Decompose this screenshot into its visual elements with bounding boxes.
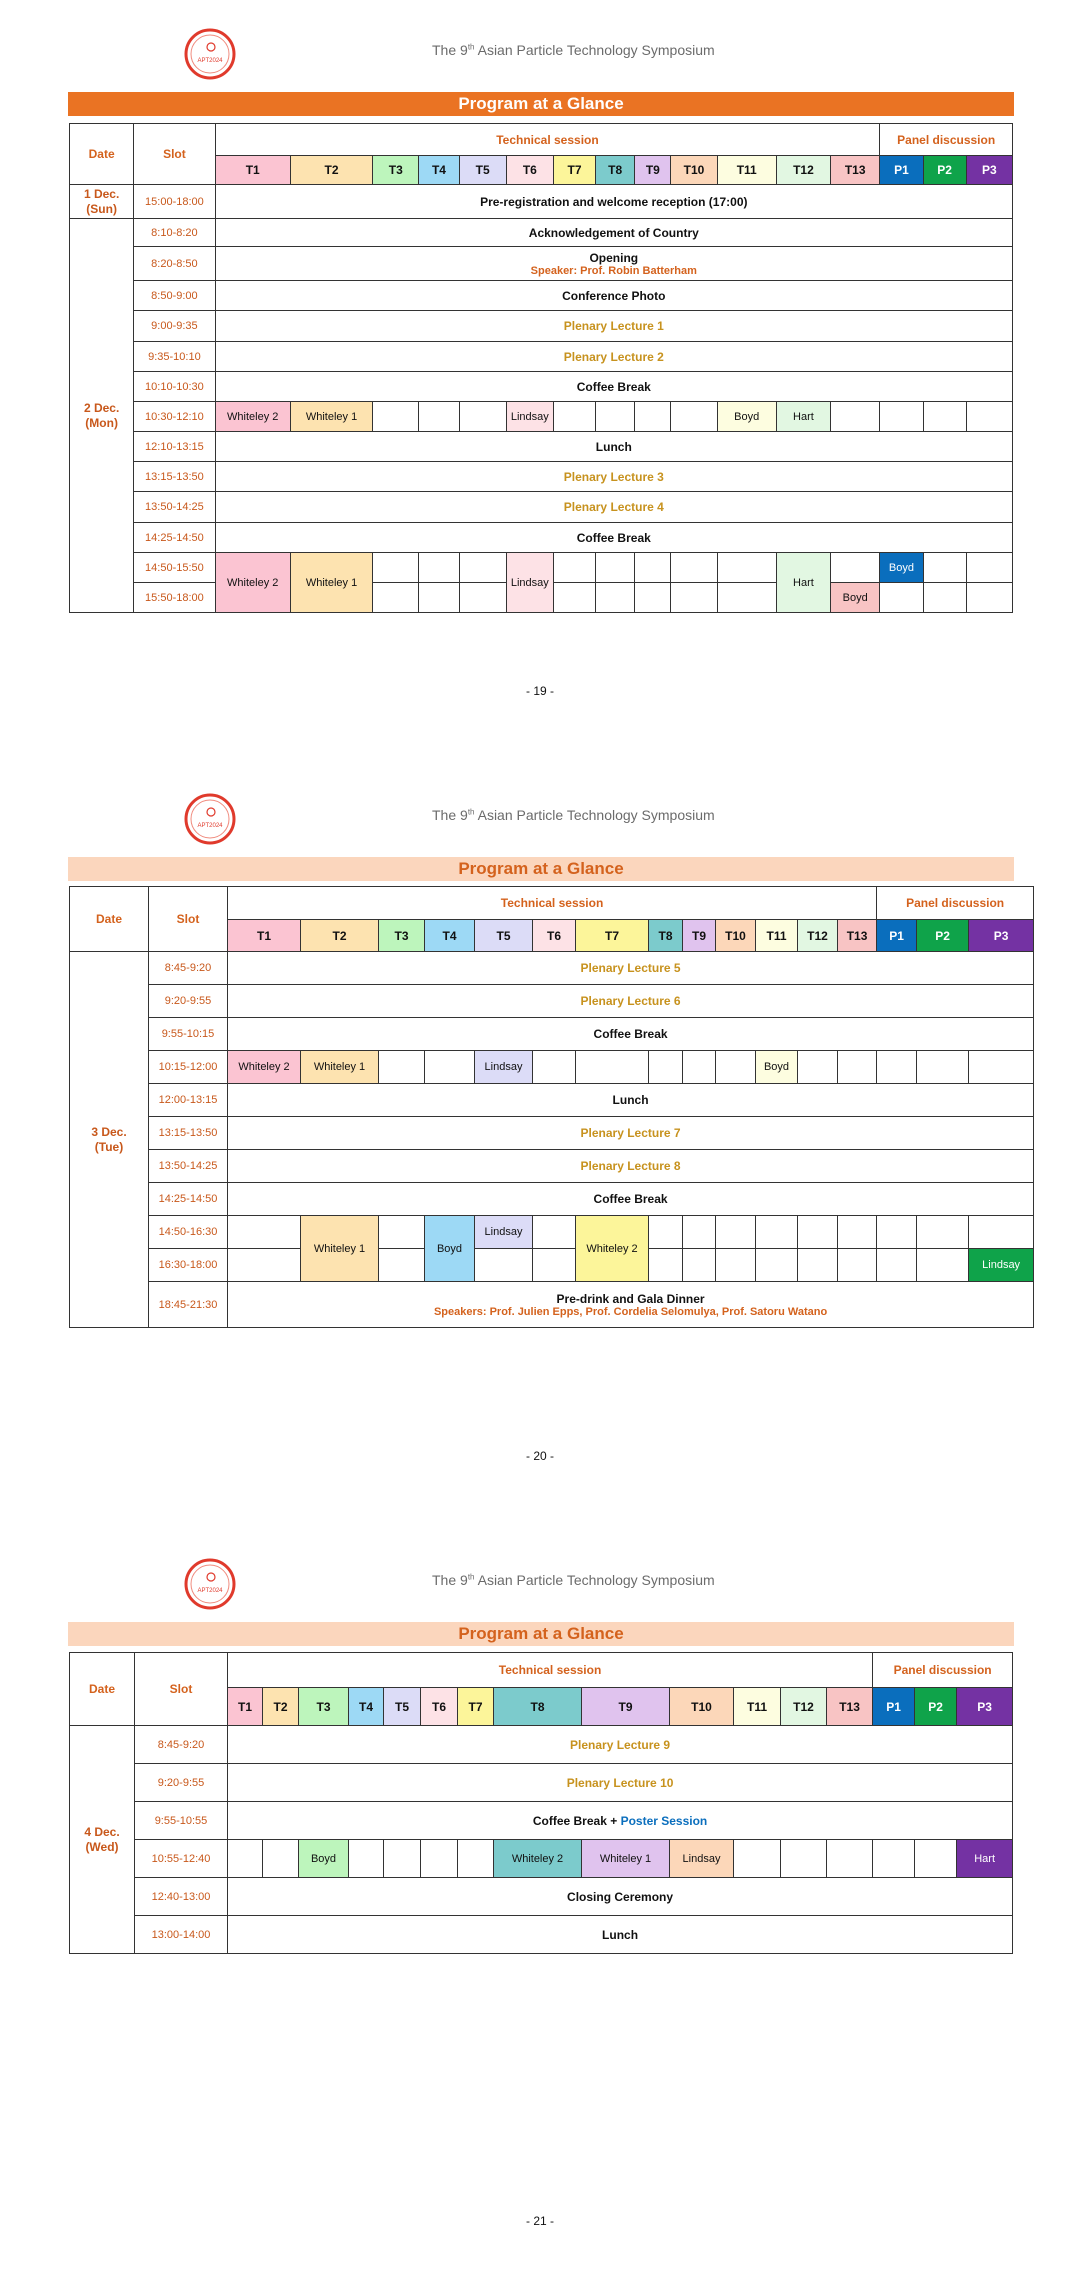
slot-cell: 14:25-14:50 — [134, 523, 215, 553]
empty-cell — [756, 1216, 798, 1249]
slot-cell: 9:55-10:15 — [149, 1018, 228, 1051]
track-p3: P3 — [957, 1688, 1013, 1726]
date-header: Date — [70, 887, 149, 952]
track-t9: T9 — [635, 156, 671, 185]
poster-session-link: Poster Session — [620, 1813, 708, 1828]
track-t2: T2 — [263, 1688, 299, 1726]
session-cell: Lindsay — [670, 1840, 734, 1878]
date-header: Date — [70, 1653, 135, 1726]
slot-cell: 12:00-13:15 — [149, 1084, 228, 1117]
slot-cell: 18:45-21:30 — [149, 1282, 228, 1328]
empty-cell — [838, 1216, 877, 1249]
track-t8: T8 — [494, 1688, 582, 1726]
slot-header: Slot — [135, 1653, 228, 1726]
session-cell: Lindsay — [475, 1216, 533, 1249]
track-p1: P1 — [873, 1688, 915, 1726]
event-cell: Acknowledgement of Country — [215, 219, 1012, 247]
empty-cell — [923, 402, 966, 432]
empty-cell — [379, 1249, 425, 1282]
empty-cell — [596, 583, 635, 613]
slot-cell: 13:50-14:25 — [149, 1150, 228, 1183]
technical-session-header: Technical session — [228, 1653, 873, 1688]
empty-cell — [419, 583, 459, 613]
slot-cell: 15:00-18:00 — [134, 185, 215, 219]
page-number: - 19 - — [525, 684, 554, 698]
page-header — [0, 785, 1080, 855]
plenary-cell: Plenary Lecture 9 — [228, 1726, 1013, 1764]
empty-cell — [419, 553, 459, 583]
empty-cell — [459, 402, 506, 432]
slot-cell: 8:10-8:20 — [134, 219, 215, 247]
empty-cell — [459, 583, 506, 613]
session-cell: Whiteley 2 — [215, 402, 290, 432]
empty-cell — [877, 1216, 917, 1249]
empty-cell — [553, 583, 595, 613]
empty-cell — [880, 583, 923, 613]
program-banner: Program at a Glance — [68, 92, 1014, 116]
slot-cell: 15:50-18:00 — [134, 583, 215, 613]
session-cell: Whiteley 2 — [228, 1051, 301, 1084]
empty-cell — [966, 553, 1012, 583]
empty-cell — [475, 1249, 533, 1282]
empty-cell — [838, 1051, 877, 1084]
track-t11: T11 — [717, 156, 776, 185]
slot-cell: 12:40-13:00 — [135, 1878, 228, 1916]
empty-cell — [917, 1216, 969, 1249]
event-title: Opening — [589, 250, 639, 265]
empty-cell — [798, 1051, 838, 1084]
empty-cell — [421, 1840, 458, 1878]
panel-discussion-header: Panel discussion — [873, 1653, 1013, 1688]
slot-cell: 8:45-9:20 — [135, 1726, 228, 1764]
slot-cell: 9:35-10:10 — [134, 342, 215, 372]
empty-cell — [923, 583, 966, 613]
track-t1: T1 — [228, 1688, 263, 1726]
program-table — [69, 1652, 1013, 1954]
page-number: - 21 - — [525, 2214, 554, 2228]
plenary-cell: Plenary Lecture 5 — [228, 952, 1034, 985]
empty-cell — [459, 553, 506, 583]
plenary-cell: Plenary Lecture 7 — [228, 1117, 1034, 1150]
empty-cell — [798, 1249, 838, 1282]
track-t3: T3 — [299, 1688, 349, 1726]
event-cell: Coffee Break — [215, 523, 1012, 553]
program-table — [69, 123, 1013, 613]
event-cell: Lunch — [228, 1084, 1034, 1117]
track-t4: T4 — [349, 1688, 384, 1726]
session-cell: Whiteley 1 — [290, 553, 372, 613]
plenary-cell: Plenary Lecture 3 — [215, 462, 1012, 492]
empty-cell — [349, 1840, 384, 1878]
empty-cell — [683, 1249, 716, 1282]
slot-cell: 14:50-15:50 — [134, 553, 215, 583]
technical-session-header: Technical session — [215, 124, 880, 156]
plenary-cell: Plenary Lecture 1 — [215, 311, 1012, 342]
empty-cell — [379, 1051, 425, 1084]
track-t5: T5 — [384, 1688, 421, 1726]
date-cell: 2 Dec. (Mon) — [70, 219, 134, 613]
empty-cell — [877, 1051, 917, 1084]
slot-cell: 14:50-16:30 — [149, 1216, 228, 1249]
page-header — [0, 1550, 1080, 1620]
symposium-logo — [182, 25, 238, 83]
slot-cell: 10:10-10:30 — [134, 372, 215, 402]
empty-cell — [263, 1840, 299, 1878]
slot-cell: 8:45-9:20 — [149, 952, 228, 985]
empty-cell — [635, 402, 671, 432]
symposium-logo — [182, 1555, 238, 1613]
empty-cell — [228, 1840, 263, 1878]
empty-cell — [915, 1840, 957, 1878]
empty-cell — [596, 402, 635, 432]
symposium-logo — [182, 790, 238, 848]
empty-cell — [717, 553, 776, 583]
track-t7: T7 — [458, 1688, 494, 1726]
session-cell: Boyd — [299, 1840, 349, 1878]
empty-cell — [877, 1249, 917, 1282]
event-cell: Pre-registration and welcome reception (17:00) — [215, 185, 1012, 219]
session-cell: Lindsay — [969, 1249, 1034, 1282]
slot-header: Slot — [149, 887, 228, 952]
track-t1: T1 — [215, 156, 290, 185]
empty-cell — [917, 1249, 969, 1282]
track-t6: T6 — [533, 920, 576, 952]
empty-cell — [880, 402, 923, 432]
event-cell: Closing Ceremony — [228, 1878, 1013, 1916]
svg-text:APT2024: APT2024 — [197, 1588, 223, 1594]
track-p1: P1 — [880, 156, 923, 185]
empty-cell — [379, 1216, 425, 1249]
event-cell: Coffee Break + Poster Session — [228, 1802, 1013, 1840]
empty-cell — [635, 553, 671, 583]
session-cell: Whiteley 1 — [582, 1840, 670, 1878]
plenary-cell: Plenary Lecture 10 — [228, 1764, 1013, 1802]
track-t2: T2 — [301, 920, 379, 952]
slot-cell: 10:30-12:10 — [134, 402, 215, 432]
track-t10: T10 — [671, 156, 717, 185]
program-table — [69, 886, 1034, 1328]
session-cell: Boyd — [425, 1216, 475, 1282]
symposium-title: The 9th Asian Particle Technology Symposium — [432, 807, 715, 823]
event-title: Pre-drink and Gala Dinner — [556, 1291, 705, 1306]
event-cell: Lunch — [215, 432, 1012, 462]
track-t11: T11 — [734, 1688, 781, 1726]
track-t6: T6 — [421, 1688, 458, 1726]
empty-cell — [533, 1051, 576, 1084]
panel-discussion-header: Panel discussion — [877, 887, 1034, 920]
empty-cell — [635, 583, 671, 613]
svg-text:APT2024: APT2024 — [197, 823, 223, 829]
track-t12: T12 — [776, 156, 830, 185]
slot-cell: 13:15-13:50 — [134, 462, 215, 492]
event-cell: Coffee Break — [228, 1183, 1034, 1216]
session-cell: Whiteley 2 — [494, 1840, 582, 1878]
event-cell: Conference Photo — [215, 281, 1012, 311]
page-header — [0, 20, 1080, 90]
empty-cell — [966, 583, 1012, 613]
event-cell: Lunch — [228, 1916, 1013, 1954]
track-p3: P3 — [966, 156, 1012, 185]
track-p3: P3 — [969, 920, 1034, 952]
symposium-title: The 9th Asian Particle Technology Symposium — [432, 42, 715, 58]
track-t11: T11 — [756, 920, 798, 952]
slot-cell: 9:20-9:55 — [149, 985, 228, 1018]
track-t12: T12 — [781, 1688, 827, 1726]
track-t1: T1 — [228, 920, 301, 952]
empty-cell — [923, 553, 966, 583]
empty-cell — [576, 1051, 649, 1084]
track-t5: T5 — [459, 156, 506, 185]
symposium-title: The 9th Asian Particle Technology Symposium — [432, 1572, 715, 1588]
empty-cell — [419, 402, 459, 432]
track-p1: P1 — [877, 920, 917, 952]
track-t13: T13 — [831, 156, 880, 185]
empty-cell — [917, 1051, 969, 1084]
session-cell: Hart — [957, 1840, 1013, 1878]
track-t7: T7 — [576, 920, 649, 952]
empty-cell — [716, 1051, 756, 1084]
date-cell: 1 Dec. (Sun) — [70, 185, 134, 219]
track-t10: T10 — [670, 1688, 734, 1726]
program-banner: Program at a Glance — [68, 857, 1014, 881]
empty-cell — [425, 1051, 475, 1084]
session-cell: Lindsay — [506, 402, 553, 432]
slot-cell: 9:55-10:55 — [135, 1802, 228, 1840]
session-cell: Lindsay — [506, 553, 553, 613]
empty-cell — [649, 1051, 683, 1084]
empty-cell — [798, 1216, 838, 1249]
empty-cell — [373, 553, 419, 583]
empty-cell — [671, 583, 717, 613]
empty-cell — [373, 402, 419, 432]
empty-cell — [373, 583, 419, 613]
event-cell — [215, 247, 1012, 281]
slot-cell: 13:00-14:00 — [135, 1916, 228, 1954]
session-cell: Whiteley 1 — [301, 1216, 379, 1282]
empty-cell — [553, 553, 595, 583]
page-number: - 20 - — [525, 1449, 554, 1463]
track-t8: T8 — [596, 156, 635, 185]
empty-cell — [228, 1249, 301, 1282]
track-t2: T2 — [290, 156, 372, 185]
track-t5: T5 — [475, 920, 533, 952]
empty-cell — [827, 1840, 873, 1878]
plenary-cell: Plenary Lecture 6 — [228, 985, 1034, 1018]
date-cell: 3 Dec. (Tue) — [70, 952, 149, 1328]
date-header: Date — [70, 124, 134, 185]
slot-header: Slot — [134, 124, 215, 185]
session-cell: Lindsay — [475, 1051, 533, 1084]
session-cell: Hart — [776, 402, 830, 432]
program-banner: Program at a Glance — [68, 1622, 1014, 1646]
empty-cell — [649, 1216, 683, 1249]
session-cell: Whiteley 2 — [215, 553, 290, 613]
slot-cell: 10:15-12:00 — [149, 1051, 228, 1084]
speaker-line: Speaker: Prof. Robin Batterham — [530, 264, 697, 277]
empty-cell — [228, 1216, 301, 1249]
slot-cell: 16:30-18:00 — [149, 1249, 228, 1282]
track-t4: T4 — [425, 920, 475, 952]
speaker-line: Speakers: Prof. Julien Epps, Prof. Cordelia Selomulya, Prof. Satoru Watano — [433, 1305, 828, 1318]
session-cell: Boyd — [880, 553, 923, 583]
empty-cell — [717, 583, 776, 613]
technical-session-header: Technical session — [228, 887, 877, 920]
slot-cell: 8:50-9:00 — [134, 281, 215, 311]
empty-cell — [683, 1216, 716, 1249]
empty-cell — [533, 1216, 576, 1249]
slot-cell: 9:20-9:55 — [135, 1764, 228, 1802]
track-p2: P2 — [917, 920, 969, 952]
track-t6: T6 — [506, 156, 553, 185]
empty-cell — [838, 1249, 877, 1282]
slot-cell: 10:55-12:40 — [135, 1840, 228, 1878]
track-p2: P2 — [915, 1688, 957, 1726]
slot-cell: 13:15-13:50 — [149, 1117, 228, 1150]
empty-cell — [716, 1249, 756, 1282]
track-t8: T8 — [649, 920, 683, 952]
plenary-cell: Plenary Lecture 2 — [215, 342, 1012, 372]
slot-cell: 14:25-14:50 — [149, 1183, 228, 1216]
session-cell: Whiteley 1 — [290, 402, 372, 432]
empty-cell — [966, 402, 1012, 432]
track-p2: P2 — [923, 156, 966, 185]
empty-cell — [831, 553, 880, 583]
track-t3: T3 — [379, 920, 425, 952]
track-t4: T4 — [419, 156, 459, 185]
slot-cell: 8:20-8:50 — [134, 247, 215, 281]
empty-cell — [384, 1840, 421, 1878]
empty-cell — [458, 1840, 494, 1878]
session-cell: Whiteley 1 — [301, 1051, 379, 1084]
panel-discussion-header: Panel discussion — [880, 124, 1013, 156]
event-cell — [228, 1282, 1034, 1328]
empty-cell — [683, 1051, 716, 1084]
session-cell: Boyd — [717, 402, 776, 432]
track-t10: T10 — [716, 920, 756, 952]
empty-cell — [533, 1249, 576, 1282]
slot-cell: 13:50-14:25 — [134, 492, 215, 523]
svg-text:APT2024: APT2024 — [197, 58, 223, 64]
track-t7: T7 — [553, 156, 595, 185]
session-cell: Whiteley 2 — [576, 1216, 649, 1282]
empty-cell — [969, 1051, 1034, 1084]
empty-cell — [553, 402, 595, 432]
empty-cell — [756, 1249, 798, 1282]
empty-cell — [969, 1216, 1034, 1249]
plenary-cell: Plenary Lecture 8 — [228, 1150, 1034, 1183]
session-cell: Boyd — [831, 583, 880, 613]
plenary-cell: Plenary Lecture 4 — [215, 492, 1012, 523]
event-cell: Coffee Break — [228, 1018, 1034, 1051]
empty-cell — [671, 553, 717, 583]
empty-cell — [873, 1840, 915, 1878]
empty-cell — [831, 402, 880, 432]
slot-cell: 12:10-13:15 — [134, 432, 215, 462]
empty-cell — [734, 1840, 781, 1878]
session-cell: Boyd — [756, 1051, 798, 1084]
track-t12: T12 — [798, 920, 838, 952]
track-t13: T13 — [827, 1688, 873, 1726]
event-cell: Coffee Break — [215, 372, 1012, 402]
empty-cell — [781, 1840, 827, 1878]
track-t13: T13 — [838, 920, 877, 952]
session-cell: Hart — [776, 553, 830, 613]
empty-cell — [649, 1249, 683, 1282]
empty-cell — [671, 402, 717, 432]
empty-cell — [596, 553, 635, 583]
track-t9: T9 — [683, 920, 716, 952]
slot-cell: 9:00-9:35 — [134, 311, 215, 342]
empty-cell — [716, 1216, 756, 1249]
date-cell: 4 Dec. (Wed) — [70, 1726, 135, 1954]
track-t9: T9 — [582, 1688, 670, 1726]
track-t3: T3 — [373, 156, 419, 185]
